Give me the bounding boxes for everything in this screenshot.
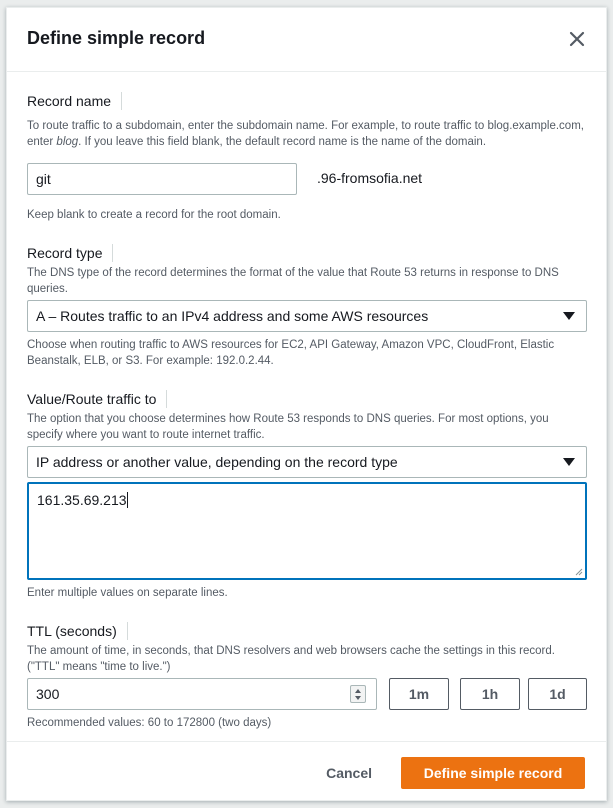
ttl-label — [27, 622, 128, 640]
route-target-select[interactable] — [27, 446, 587, 478]
modal-title: Define simple record — [27, 28, 206, 48]
record-name-label — [27, 92, 122, 110]
record-type-select[interactable] — [27, 300, 587, 332]
ttl-hint: Recommended values: 60 to 172800 (two days) — [27, 717, 272, 729]
info-divider — [166, 390, 167, 408]
ttl-1h-button[interactable]: 1h — [460, 678, 520, 710]
record-name-input[interactable]: git — [27, 163, 297, 195]
value-route-label-text: Value/Route traffic to — [27, 391, 157, 407]
close-icon[interactable] — [568, 30, 586, 48]
record-type-description: The DNS type of the record determines the format of the value that Route 53 returns in response to DNS queries. — [27, 267, 559, 295]
value-route-label — [27, 390, 167, 408]
ttl-input[interactable] — [27, 678, 377, 710]
spin-up-icon[interactable] — [355, 689, 361, 693]
value-route-description: The option that you choose determines how Route 53 responds to DNS queries. For most options, you specify where you want to route internet traffic. — [27, 413, 549, 441]
route-target-selected: IP address or another value, depending on the record type — [36, 454, 398, 470]
ttl-label-text: TTL (seconds) — [27, 623, 117, 639]
caret-down-icon — [563, 458, 575, 466]
resize-grip-icon[interactable] — [575, 568, 583, 576]
record-type-label-text: Record type — [27, 245, 103, 261]
record-value-textarea[interactable] — [27, 482, 587, 580]
info-divider — [121, 92, 122, 110]
modal-footer — [7, 741, 606, 802]
record-name-desc-pre: To route traffic to a subdomain, enter the subdomain name. For example, to route traffic to blog.example.com, enter — [27, 120, 584, 148]
ttl-1m-button[interactable]: 1m — [389, 678, 449, 710]
text-cursor — [127, 492, 128, 508]
info-divider — [127, 622, 128, 640]
record-name-desc-post: . If you leave this field blank, the default record name is the name of the domain. — [78, 136, 487, 148]
record-name-label-text: Record name — [27, 93, 112, 109]
cancel-button[interactable]: Cancel — [326, 765, 372, 781]
record-type-label — [27, 244, 113, 262]
record-type-hint: Choose when routing traffic to AWS resources for EC2, API Gateway, Amazon VPC, CloudFront, Elastic Beanstalk, ELB, or S3. For example: 192.0.2.44. — [27, 339, 555, 367]
record-value-text: 161.35.69.213 — [37, 492, 127, 508]
ttl-value: 300 — [36, 686, 60, 702]
spin-down-icon[interactable] — [355, 696, 361, 700]
record-type-selected: A – Routes traffic to an IPv4 address and some AWS resources — [36, 308, 429, 324]
info-divider — [112, 244, 113, 262]
record-name-hint: Keep blank to create a record for the root domain. — [27, 209, 281, 221]
domain-suffix: .96-fromsofia.net — [317, 170, 423, 186]
modal-header — [7, 8, 606, 72]
number-spinner-icon[interactable] — [350, 685, 366, 703]
ttl-1d-button[interactable]: 1d — [528, 678, 587, 710]
value-route-hint: Enter multiple values on separate lines. — [27, 587, 228, 599]
define-record-modal — [6, 7, 607, 801]
caret-down-icon — [563, 312, 575, 320]
record-name-description — [27, 118, 587, 150]
record-name-desc-emphasis: blog — [56, 136, 79, 148]
define-simple-record-button[interactable]: Define simple record — [401, 757, 585, 789]
ttl-description: The amount of time, in seconds, that DNS resolvers and web browsers cache the settings in this record. ("TTL" means "time to live.") — [27, 645, 555, 673]
